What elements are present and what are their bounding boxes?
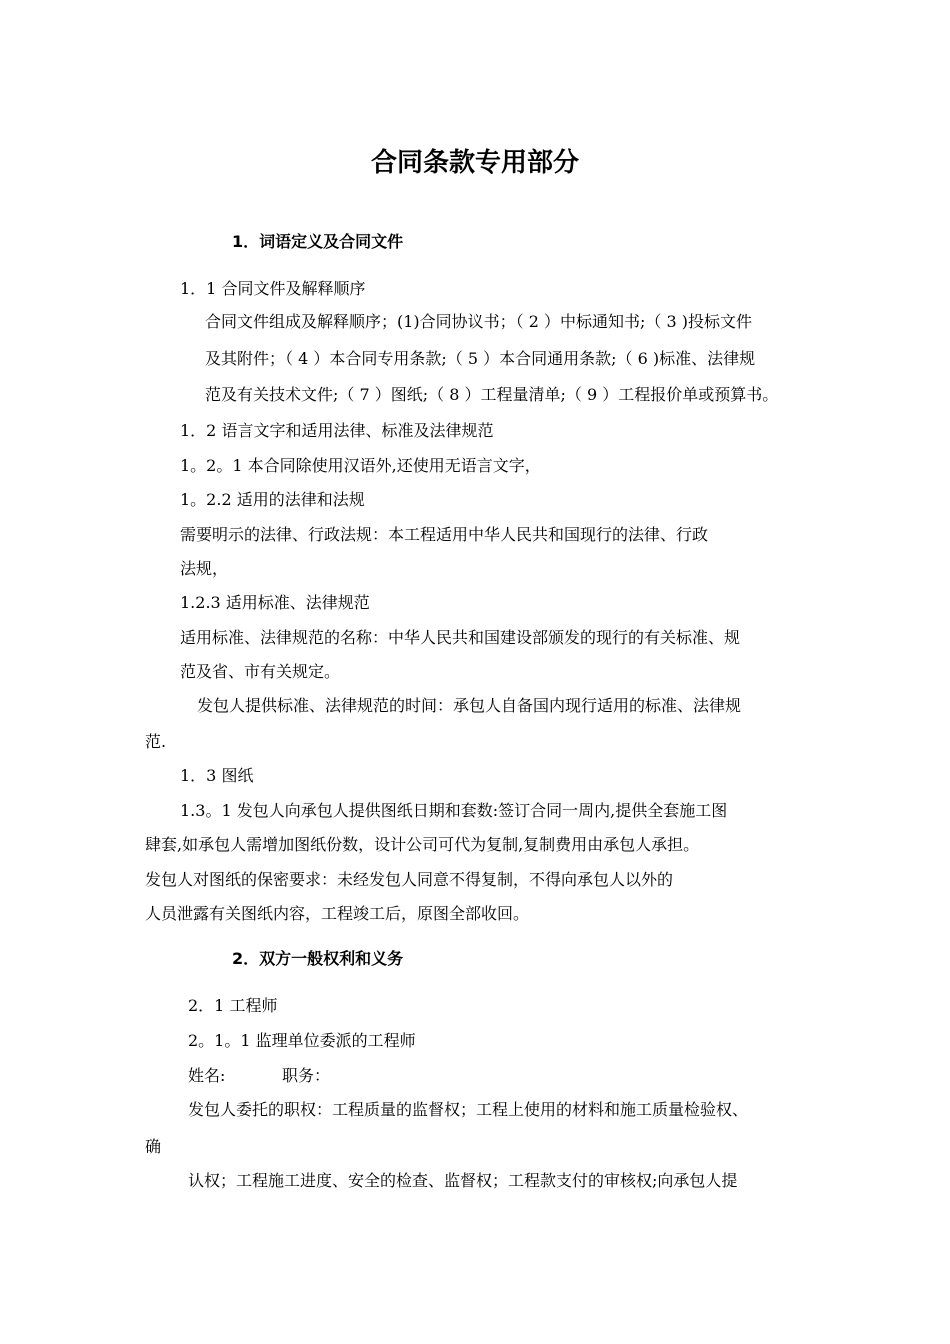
clause-1-3-heading: 1．3 图纸 [180,766,254,785]
paragraph-line: 发包人提供标准、法律规范的时间：承包人自备国内现行适用的标准、法律规 [197,696,742,715]
clause-1-2-1: 1。2。1 本合同除使用汉语外,还使用无语言文字， [180,456,541,475]
paragraph-line: 范及省、市有关规定。 [180,662,341,681]
paragraph-line: 人员泄露有关图纸内容，工程竣工后，原图全部收回。 [145,904,530,923]
paragraph-line: 法规， [180,559,229,578]
section-heading-2: 2．双方一般权利和义务 [232,949,404,968]
section-heading-1: 1．词语定义及合同文件 [232,232,404,251]
paragraph-line: 认权；工程施工进度、安全的检查、监督权；工程款支付的审核权;向承包人提 [188,1171,738,1190]
clause-2-1-heading: 2．1 工程师 [188,996,278,1015]
clause-1-2-3-heading: 1.2.3 适用标准、法律规范 [180,593,370,612]
page-title: 合同条款专用部分 [370,148,579,178]
paragraph-line: 需要明示的法律、行政法规：本工程适用中华人民共和国现行的法律、行政 [180,525,709,544]
clause-1-2-heading: 1．2 语言文字和适用法律、标准及法律规范 [180,421,494,440]
name-label: 姓名: [188,1066,226,1085]
clause-1-1-heading: 1．1 合同文件及解释顺序 [180,279,366,298]
position-label: 职务： [282,1066,331,1085]
clause-1-2-2-heading: 1。2.2 适用的法律和法规 [180,490,365,509]
paragraph-line: 发包人委托的职权：工程质量的监督权；工程上使用的材料和施工质量检验权、 [188,1100,749,1119]
paragraph-line: 1.3。1 发包人向承包人提供图纸日期和套数:签订合同一周内,提供全套施工图 [180,801,728,820]
paragraph-line: 及其附件；（ 4 ）本合同专用条款;（ 5 ）本合同通用条款;（ 6 )标准、法律规 [205,349,756,368]
paragraph-line: 肆套,如承包人需增加图纸份数，设计公司可代为复制,复制费用由承包人承担。 [145,835,700,854]
paragraph-line: 确 [145,1137,162,1156]
paragraph-line: 适用标准、法律规范的名称：中华人民共和国建设部颁发的现行的有关标准、规 [180,628,741,647]
paragraph-line: 范. [145,732,167,751]
paragraph-line: 发包人对图纸的保密要求：未经发包人同意不得复制，不得向承包人以外的 [145,870,674,889]
clause-2-1-1-heading: 2。1。1 监理单位委派的工程师 [188,1031,416,1050]
paragraph-line: 合同文件组成及解释顺序；(1)合同协议书；（ 2 ）中标通知书;（ 3 )投标文件 [205,312,753,331]
paragraph-line: 范及有关技术文件;（ 7 ）图纸;（ 8 ）工程量清单;（ 9 ）工程报价单或预算书。 [205,385,779,404]
